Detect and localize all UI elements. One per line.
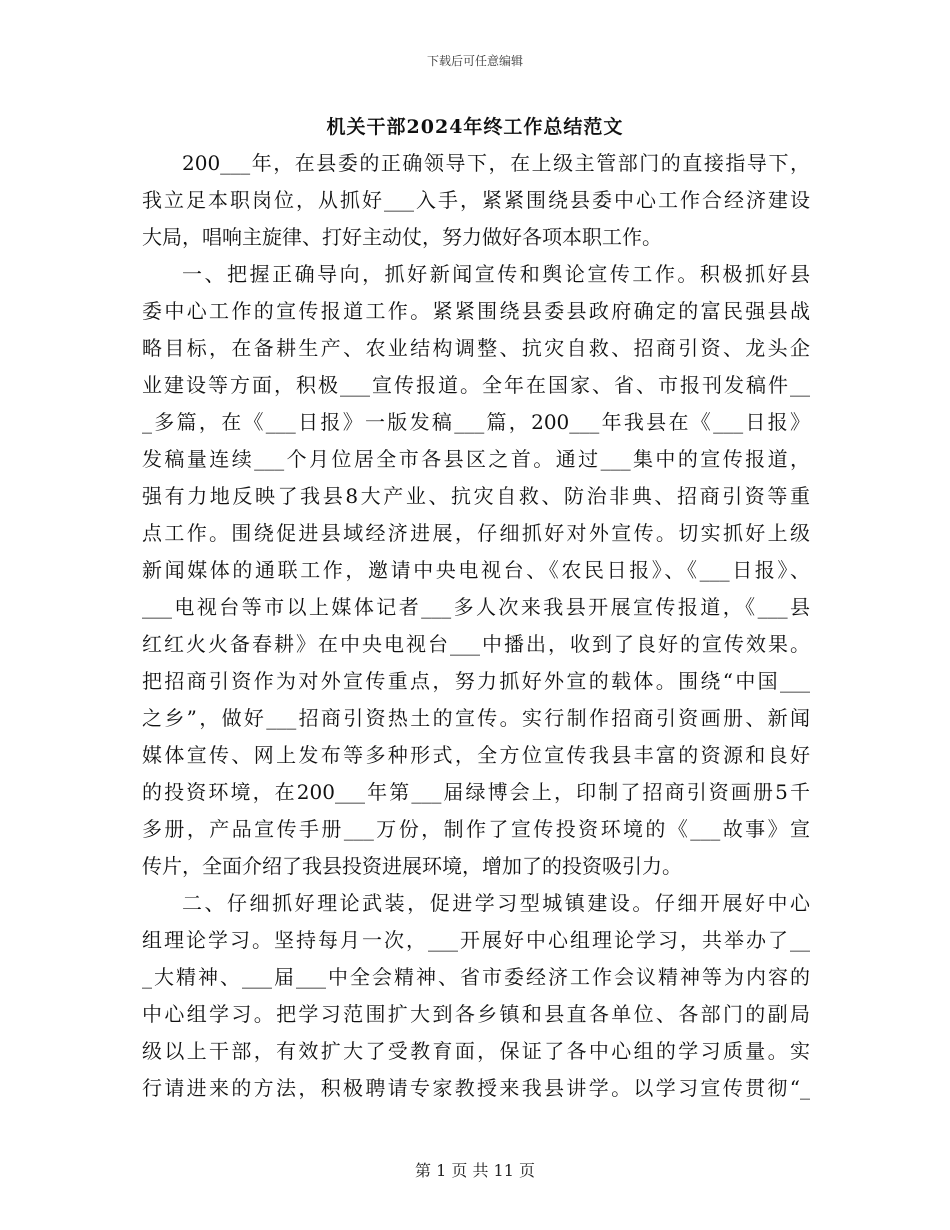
- body-line: ___电视台等市以上媒体记者___多人次来我县开展宣传报道，《___县: [142, 595, 810, 619]
- body-line: 一、把握正确导向，抓好新闻宣传和舆论宣传工作。积极抓好县: [182, 262, 810, 286]
- body-line: 发稿量连续___个月位居全市各县区之首。通过___集中的宣传报道，: [142, 447, 810, 471]
- body-line: 略目标，在备耕生产、农业结构调整、抗灾自救、招商引资、龙头企: [142, 336, 810, 360]
- body-line: 200___年，在县委的正确领导下，在上级主管部门的直接指导下，: [182, 151, 810, 175]
- page-number-footer: 第 1 页 共 11 页: [415, 1161, 535, 1180]
- body-line: 传片，全面介绍了我县投资进展环境，增加了的投资吸引力。: [142, 854, 682, 878]
- body-line: 业建设等方面，积极___宣传报道。全年在国家、省、市报刊发稿件__: [142, 373, 810, 397]
- body-line: 红红火火备春耕》在中央电视台___中播出，收到了良好的宣传效果。: [142, 632, 810, 656]
- body-line: _大精神、___届___中全会精神、省市委经济工作会议精神等为内容的: [142, 965, 810, 989]
- document-title: 机关干部2024年终工作总结范文: [326, 116, 624, 138]
- body-line: 行请进来的方法，积极聘请专家教授来我县讲学。以学习宣传贯彻“_: [142, 1076, 810, 1100]
- body-line: 媒体宣传、网上发布等多种形式，全方位宣传我县丰富的资源和良好: [142, 743, 810, 767]
- body-line: 级以上干部，有效扩大了受教育面，保证了各中心组的学习质量。实: [142, 1039, 810, 1063]
- body-line: 强有力地反映了我县8大产业、抗灾自救、防治非典、招商引资等重: [142, 484, 810, 508]
- body-line: 多册，产品宣传手册___万份，制作了宣传投资环境的《___故事》宣: [142, 817, 810, 841]
- body-line: 的投资环境，在200___年第___届绿博会上，印制了招商引资画册5千: [142, 780, 810, 804]
- body-line: 我立足本职岗位，从抓好___入手，紧紧围绕县委中心工作合经济建设: [142, 188, 810, 212]
- body-line: 二、仔细抓好理论武装，促进学习型城镇建设。仔细开展好中心: [182, 891, 810, 915]
- body-line: 委中心工作的宣传报道工作。紧紧围绕县委县政府确定的富民强县战: [142, 299, 810, 323]
- body-line: 组理论学习。坚持每月一次，___开展好中心组理论学习，共举办了__: [142, 928, 810, 952]
- body-line: _多篇，在《___日报》一版发稿___篇，200___年我县在《___日报》: [142, 410, 810, 434]
- body-line: 中心组学习。把学习范围扩大到各乡镇和县直各单位、各部门的副局: [142, 1002, 810, 1026]
- body-line: 新闻媒体的通联工作，邀请中央电视台、《农民日报》、《___日报》、: [142, 558, 810, 582]
- page-header-note: 下载后可任意编辑: [426, 54, 523, 68]
- document-body: [142, 145, 810, 1107]
- body-line: 把招商引资作为对外宣传重点，努力抓好外宣的载体。围绕“中国___: [142, 669, 810, 693]
- body-line: 大局，唱响主旋律、打好主动仗，努力做好各项本职工作。: [142, 225, 662, 249]
- body-line: 之乡”，做好___招商引资热土的宣传。实行制作招商引资画册、新闻: [142, 706, 810, 730]
- body-line: 点工作。围绕促进县域经济进展，仔细抓好对外宣传。切实抓好上级: [142, 521, 810, 545]
